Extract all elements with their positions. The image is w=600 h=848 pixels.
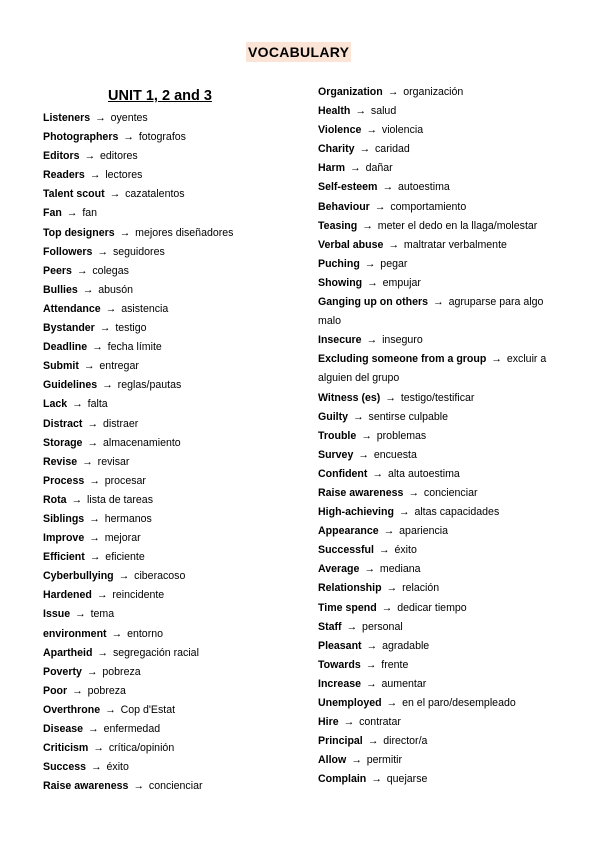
entry-translation: lectores — [105, 169, 143, 182]
entry-translation: mejorar — [104, 532, 141, 545]
vocabulary-entry — [318, 236, 563, 255]
arrow-icon: → — [361, 429, 372, 442]
vocabulary-entry — [318, 102, 563, 121]
arrow-icon: → — [359, 143, 371, 156]
arrow-icon: → — [87, 436, 98, 449]
arrow-icon: → — [381, 601, 393, 614]
vocabulary-entry — [318, 178, 563, 197]
vocabulary-entry — [43, 319, 293, 338]
entry-translation: sentirse culpable — [368, 410, 449, 423]
entry-translation: éxito — [106, 761, 129, 774]
entry-term: Submit — [43, 360, 79, 373]
arrow-icon: → — [358, 448, 369, 461]
vocabulary-entry — [318, 350, 563, 388]
entry-translation: fotografos — [138, 131, 186, 144]
entry-term: Process — [43, 474, 85, 487]
arrow-icon: → — [383, 525, 395, 538]
entry-term: Followers — [43, 245, 93, 258]
entry-term: Violence — [318, 124, 362, 137]
arrow-icon: → — [386, 582, 398, 595]
entry-term: Success — [43, 761, 86, 774]
arrow-icon: → — [388, 238, 399, 251]
entry-translation: tema — [90, 608, 115, 621]
vocabulary-entry — [43, 243, 293, 262]
entry-term: Bystander — [43, 322, 95, 335]
arrow-icon: → — [367, 735, 379, 748]
entry-translation: distraer — [102, 417, 139, 430]
vocabulary-entry — [43, 529, 293, 548]
entry-term: Average — [318, 563, 360, 576]
arrow-icon: → — [374, 200, 386, 213]
vocabulary-entry — [43, 644, 293, 663]
arrow-icon: → — [102, 379, 113, 392]
arrow-icon: → — [105, 302, 117, 315]
vocabulary-entry — [318, 522, 563, 541]
entry-term: Rota — [43, 493, 67, 506]
arrow-icon: → — [366, 334, 378, 347]
entry-translation: Cop d'Estat — [120, 703, 176, 716]
entry-term: Time spend — [318, 601, 377, 614]
entry-term: Staff — [318, 620, 342, 633]
entry-translation: organización — [403, 86, 464, 98]
entry-translation: cazatalentos — [125, 188, 185, 201]
entry-translation: permitir — [366, 754, 403, 767]
vocabulary-entry — [43, 376, 293, 395]
vocabulary-entry — [318, 159, 563, 178]
entry-translation: concienciar — [148, 780, 203, 793]
vocabulary-entry — [43, 357, 293, 376]
entry-translation: problemas — [376, 429, 427, 442]
entry-translation: caridad — [375, 143, 410, 156]
vocabulary-entry — [43, 415, 293, 434]
arrow-icon: → — [364, 257, 376, 270]
entry-term: Organization — [318, 86, 383, 98]
vocabulary-entry — [318, 637, 563, 656]
entry-translation: entregar — [99, 360, 139, 373]
entry-term: Raise awareness — [318, 486, 404, 499]
arrow-icon: → — [386, 697, 398, 709]
entry-translation: seguidores — [112, 245, 165, 258]
vocabulary-entry — [43, 625, 293, 644]
entry-translation: excluir a alguien del grupo — [318, 353, 547, 385]
arrow-icon: → — [119, 226, 131, 239]
vocabulary-entry — [43, 262, 293, 281]
entry-term: Pleasant — [318, 639, 362, 652]
entry-translation: en el paro/desempleado — [402, 697, 516, 709]
entry-translation: quejarse — [386, 773, 428, 786]
entry-term: Health — [318, 105, 351, 118]
entry-translation: autoestima — [397, 181, 450, 194]
entry-term: Peers — [43, 264, 72, 277]
entry-translation: reincidente — [112, 589, 165, 602]
arrow-icon: → — [95, 112, 106, 124]
entry-term: Successful — [318, 544, 374, 557]
vocabulary-entry — [43, 300, 293, 319]
vocabulary-entry — [43, 758, 293, 777]
entry-translation: contratar — [359, 716, 401, 729]
entry-term: Towards — [318, 658, 361, 671]
vocabulary-column-right — [318, 83, 563, 789]
entry-translation: revisar — [97, 455, 130, 468]
entry-term: Guidelines — [43, 379, 98, 392]
entry-term: Issue — [43, 608, 71, 621]
arrow-icon: → — [378, 544, 390, 557]
entry-translation: director/a — [383, 735, 428, 748]
entry-translation: eficiente — [105, 551, 145, 564]
vocabulary-entry — [318, 293, 563, 331]
entry-translation: fan — [82, 207, 98, 220]
entry-term: Puching — [318, 257, 360, 270]
arrow-icon: → — [89, 169, 101, 182]
vocabulary-entry — [318, 503, 563, 522]
vocabulary-entry — [43, 281, 293, 300]
entry-term: Verbal abuse — [318, 238, 384, 251]
vocabulary-entry — [318, 121, 563, 140]
entry-translation: mediana — [379, 563, 421, 576]
arrow-icon: → — [89, 532, 100, 545]
entry-translation: abusón — [98, 283, 134, 296]
vocabulary-entry — [318, 408, 563, 427]
vocabulary-entry — [43, 739, 293, 758]
entry-translation: colegas — [92, 264, 129, 277]
arrow-icon: → — [97, 646, 108, 659]
vocabulary-entry — [43, 185, 293, 204]
arrow-icon: → — [355, 105, 366, 118]
entry-term: Cyberbullying — [43, 570, 114, 583]
entry-translation: segregación racial — [112, 646, 199, 659]
entry-translation: pobreza — [87, 684, 126, 697]
vocabulary-entry — [43, 224, 293, 243]
arrow-icon: → — [105, 703, 116, 716]
vocabulary-entry — [318, 618, 563, 637]
entry-term: Ganging up on others — [318, 296, 429, 309]
entry-translation: testigo — [115, 322, 147, 335]
entry-translation: dañar — [365, 162, 393, 175]
entry-translation: encuesta — [373, 448, 417, 461]
entry-term: Storage — [43, 436, 83, 449]
entry-term: Disease — [43, 723, 84, 735]
vocabulary-entry — [318, 274, 563, 293]
arrow-icon: → — [76, 264, 88, 277]
vocabulary-entry — [318, 83, 563, 102]
arrow-icon: → — [133, 780, 144, 793]
vocabulary-entry — [318, 656, 563, 675]
vocabulary-entry — [43, 720, 293, 739]
entry-translation: agradable — [382, 639, 430, 652]
arrow-icon: → — [366, 124, 377, 137]
vocabulary-entry — [318, 217, 563, 236]
entry-term: Revise — [43, 455, 78, 468]
entry-translation: éxito — [394, 544, 417, 557]
arrow-icon: → — [433, 296, 444, 309]
entry-translation: frente — [381, 658, 409, 671]
vocabulary-entry — [43, 586, 293, 605]
arrow-icon: → — [366, 639, 378, 652]
arrow-icon: → — [82, 455, 93, 468]
vocabulary-entry — [43, 491, 293, 510]
entry-term: Trouble — [318, 429, 357, 442]
entry-term: Complain — [318, 773, 367, 786]
entry-translation: concienciar — [423, 486, 478, 499]
arrow-icon: → — [72, 398, 83, 411]
entry-term: environment — [43, 627, 107, 640]
entry-term: Deadline — [43, 341, 88, 354]
entry-term: Raise awareness — [43, 780, 129, 793]
vocabulary-entry — [43, 663, 293, 682]
arrow-icon: → — [97, 245, 108, 258]
entry-translation: salud — [370, 105, 397, 118]
entry-term: Unemployed — [318, 697, 382, 709]
vocabulary-entry — [318, 560, 563, 579]
vocabulary-entry — [43, 109, 293, 128]
unit-heading: UNIT 1, 2 and 3 — [108, 88, 212, 104]
vocabulary-entry — [318, 446, 563, 465]
arrow-icon: → — [87, 417, 98, 430]
entry-term: Harm — [318, 162, 346, 175]
vocabulary-entry — [43, 204, 293, 223]
arrow-icon: → — [362, 219, 373, 232]
entry-term: Lack — [43, 398, 68, 411]
entry-term: Overthrone — [43, 703, 101, 716]
entry-term: Fan — [43, 207, 62, 220]
vocabulary-entry — [318, 331, 563, 350]
entry-term: Witness (es) — [318, 391, 381, 404]
arrow-icon: → — [372, 467, 383, 480]
arrow-icon: → — [367, 276, 378, 289]
entry-translation: pegar — [380, 257, 408, 270]
entry-translation: fecha límite — [107, 341, 162, 354]
arrow-icon: → — [365, 658, 377, 671]
entry-term: Hardened — [43, 589, 92, 602]
arrow-icon: → — [86, 665, 98, 678]
vocabulary-entry — [43, 434, 293, 453]
entry-term: Confident — [318, 467, 368, 480]
entry-translation: falta — [87, 398, 108, 411]
arrow-icon: → — [491, 353, 502, 366]
entry-term: Allow — [318, 754, 347, 767]
arrow-icon: → — [398, 506, 410, 519]
entry-translation: enfermedad — [103, 723, 161, 735]
entry-translation: violencia — [381, 124, 424, 137]
entry-term: Relationship — [318, 582, 382, 595]
entry-term: Principal — [318, 735, 363, 748]
arrow-icon: → — [111, 627, 123, 640]
entry-term: Poverty — [43, 665, 82, 678]
vocabulary-entry — [43, 472, 293, 491]
arrow-icon: → — [66, 207, 78, 220]
entry-term: Guilty — [318, 410, 349, 423]
entry-translation: alta autoestima — [387, 467, 460, 480]
arrow-icon: → — [90, 761, 102, 774]
entry-translation: agruparse para algo malo — [318, 296, 544, 328]
entry-translation: maltratar verbalmente — [403, 238, 507, 251]
vocabulary-entry — [318, 770, 563, 789]
vocabulary-entry — [318, 599, 563, 618]
vocabulary-entry — [318, 732, 563, 751]
arrow-icon: → — [365, 677, 377, 690]
vocabulary-entry — [43, 166, 293, 185]
entry-translation: oyentes — [110, 112, 148, 124]
entry-term: Hire — [318, 716, 339, 729]
vocabulary-entry — [318, 713, 563, 732]
entry-translation: procesar — [104, 474, 146, 487]
entry-term: Editors — [43, 150, 80, 163]
entry-term: Photographers — [43, 131, 119, 144]
entry-translation: inseguro — [382, 334, 423, 347]
entry-translation: crítica/opinión — [108, 742, 175, 755]
entry-term: Behaviour — [318, 200, 370, 213]
entry-term: Apartheid — [43, 646, 93, 659]
vocabulary-entry — [318, 751, 563, 770]
arrow-icon: → — [92, 341, 103, 354]
entry-term: Attendance — [43, 302, 101, 315]
vocabulary-entry — [318, 541, 563, 560]
arrow-icon: → — [408, 486, 419, 499]
arrow-icon: → — [364, 563, 375, 576]
arrow-icon: → — [72, 684, 83, 697]
entry-term: Excluding someone from a group — [318, 353, 487, 366]
entry-term: Teasing — [318, 219, 358, 232]
arrow-icon: → — [71, 493, 83, 506]
entry-term: Charity — [318, 143, 355, 156]
entry-translation: relación — [402, 582, 440, 595]
entry-term: Survey — [318, 448, 354, 461]
arrow-icon: → — [118, 570, 130, 583]
vocabulary-entry — [43, 567, 293, 586]
entry-term: Showing — [318, 276, 363, 289]
arrow-icon: → — [93, 742, 104, 755]
vocabulary-entry — [318, 255, 563, 274]
entry-translation: pobreza — [102, 665, 141, 678]
vocabulary-entry — [43, 395, 293, 414]
arrow-icon: → — [387, 86, 399, 98]
entry-term: Efficient — [43, 551, 85, 564]
entry-translation: ciberacoso — [134, 570, 186, 583]
vocabulary-entry — [43, 682, 293, 701]
entry-translation: aumentar — [381, 677, 427, 690]
arrow-icon: → — [89, 512, 100, 525]
entry-term: Self-esteem — [318, 181, 378, 194]
entry-translation: personal — [362, 620, 403, 633]
arrow-icon: → — [89, 474, 100, 487]
arrow-icon: → — [385, 391, 396, 404]
arrow-icon: → — [83, 360, 95, 373]
vocabulary-entry — [318, 694, 563, 713]
entry-translation: altas capacidades — [414, 506, 500, 519]
arrow-icon: → — [89, 551, 101, 564]
vocabulary-entry — [318, 675, 563, 694]
vocabulary-entry — [43, 548, 293, 567]
entry-term: Poor — [43, 684, 68, 697]
arrow-icon: → — [99, 322, 111, 335]
vocabulary-entry — [43, 338, 293, 357]
vocabulary-entry — [318, 427, 563, 446]
entry-translation: almacenamiento — [102, 436, 181, 449]
arrow-icon: → — [382, 181, 394, 194]
entry-term: Talent scout — [43, 188, 105, 201]
vocabulary-entry — [318, 484, 563, 503]
vocabulary-entry — [318, 465, 563, 484]
vocabulary-column-left — [43, 109, 293, 796]
entry-translation: editores — [100, 150, 138, 163]
vocabulary-entry — [43, 777, 293, 796]
arrow-icon: → — [82, 283, 94, 296]
vocabulary-entry — [43, 701, 293, 720]
vocabulary-entry — [318, 579, 563, 598]
vocabulary-entry — [318, 140, 563, 159]
entry-term: Distract — [43, 417, 83, 430]
entry-translation: comportamiento — [390, 200, 467, 213]
page-title: VOCABULARY — [248, 44, 350, 60]
vocabulary-entry — [43, 147, 293, 166]
entry-term: Appearance — [318, 525, 379, 538]
vocabulary-entry — [318, 198, 563, 217]
vocabulary-entry — [43, 128, 293, 147]
entry-term: Criticism — [43, 742, 89, 755]
vocabulary-entry — [43, 453, 293, 472]
arrow-icon: → — [351, 754, 362, 767]
entry-term: High-achieving — [318, 506, 394, 519]
arrow-icon: → — [346, 620, 358, 633]
arrow-icon: → — [88, 723, 99, 735]
arrow-icon: → — [123, 131, 134, 144]
entry-translation: mejores diseñadores — [135, 226, 234, 239]
arrow-icon: → — [96, 589, 108, 602]
entry-translation: reglas/pautas — [117, 379, 182, 392]
arrow-icon: → — [350, 162, 361, 175]
entry-translation: empujar — [382, 276, 421, 289]
arrow-icon: → — [371, 773, 382, 786]
entry-translation: lista de tareas — [87, 493, 153, 506]
vocabulary-entry — [318, 389, 563, 408]
entry-translation: testigo/testificar — [400, 391, 475, 404]
entry-term: Top designers — [43, 226, 115, 239]
entry-term: Increase — [318, 677, 361, 690]
vocabulary-entry — [43, 605, 293, 624]
entry-term: Insecure — [318, 334, 362, 347]
arrow-icon: → — [352, 410, 364, 423]
entry-translation: entorno — [127, 627, 164, 640]
entry-translation: hermanos — [104, 512, 152, 525]
entry-term: Improve — [43, 532, 85, 545]
entry-term: Listeners — [43, 112, 91, 124]
entry-translation: apariencia — [399, 525, 449, 538]
vocabulary-entry — [43, 510, 293, 529]
entry-term: Bullies — [43, 283, 78, 296]
arrow-icon: → — [343, 716, 355, 729]
entry-translation: meter el dedo en la llaga/molestar — [377, 219, 538, 232]
entry-term: Readers — [43, 169, 85, 182]
arrow-icon: → — [75, 608, 86, 621]
entry-term: Siblings — [43, 512, 85, 525]
arrow-icon: → — [109, 188, 121, 201]
arrow-icon: → — [84, 150, 96, 163]
entry-translation: asistencia — [121, 302, 169, 315]
entry-translation: dedicar tiempo — [397, 601, 467, 614]
